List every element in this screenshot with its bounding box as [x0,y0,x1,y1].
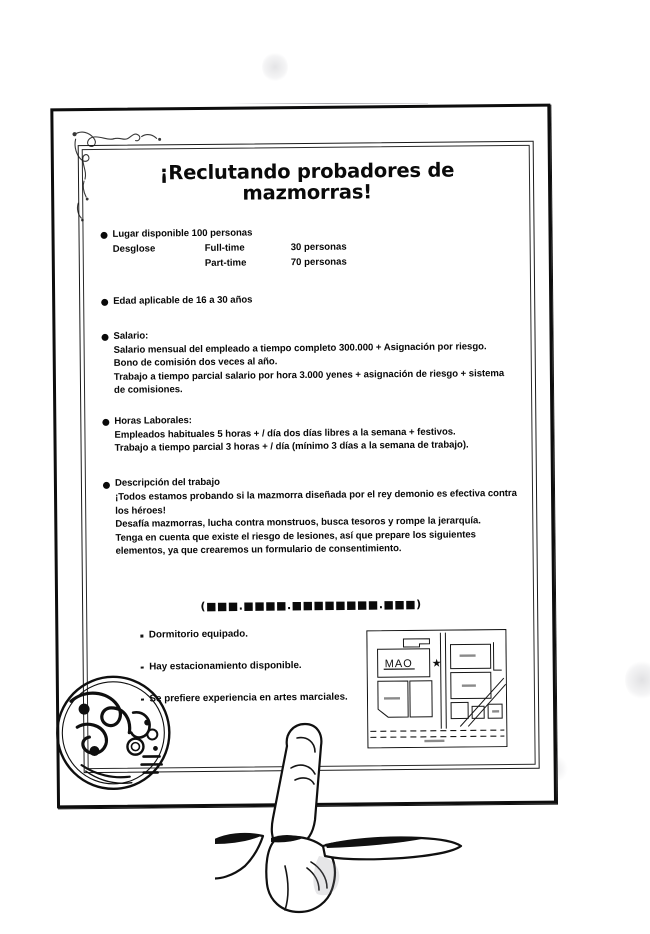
map-drawing [367,630,506,747]
section-title: Horas Laborales: [114,415,192,427]
section-line: Trabajo a tiempo parcial salario por hora 3.000 yenes + asignación de riesgo + sistema de comisiones. [113,367,505,397]
section-title: Edad aplicable de 16 a 30 años [113,294,253,307]
section-line: ¡Todos estamos probando si la mazmorra diseñada por el rey demonio es efectiva contra los héroes! [115,487,517,517]
section-hours [102,412,516,456]
section-line: Desafía mazmorras, lucha contra monstruos, busca tesoros y rompe la jerarquía. [115,515,481,531]
section-line: Empleados habituales 5 horas + / día dos días libres a la semana + festivos. [114,426,456,441]
section-title: Salario: [113,330,149,342]
section-title: Descripción del trabajo [114,476,220,489]
map-star-marker: ★ [431,657,442,670]
breakdown-type: Full-time [204,242,245,254]
screentone-blob [625,660,650,700]
bullet-icon [101,299,108,306]
perk-label: Dormitorio equipado. [148,628,248,641]
section-vacancies [100,225,514,272]
dot-bullet-icon [140,635,143,638]
section-age [101,292,515,309]
section-line: Tenga en cuenta que existe el riesgo de lesiones, así que prepare los siguientes elementos, ya que crearemos un formulario de consentimiento. [115,529,477,558]
dot-bullet-icon [141,698,144,701]
screentone-blob [262,52,288,82]
section-line: Trabajo a tiempo parcial 3 horas + / día (mínimo 3 días a la semana de trabajo). [114,439,469,455]
bullet-icon [101,232,108,239]
background-hairline [228,103,428,104]
breakdown-count: 70 personas [290,256,347,268]
page-title: ¡Reclutando probadores de mazmorras! [159,158,455,206]
vacancy-breakdown-table [113,239,515,272]
breakdown-count: 30 personas [290,241,347,253]
poster-sheet [50,104,557,809]
map-location-label: MAO [384,657,413,671]
perk-label: Hay estacionamiento disponible. [149,659,302,673]
section-salary [101,327,516,398]
breakdown-spacer [113,257,205,272]
breakdown-label: Desglose [112,243,156,255]
redacted-code-text: (■■■.■■■■.■■■■■■■■.■■■) [200,597,422,614]
section-description [103,474,518,559]
bullet-icon [102,419,109,426]
bullet-icon [101,334,108,341]
location-map-inset [366,629,507,748]
bullet-icon [103,481,110,488]
dot-bullet-icon [141,666,144,669]
poster-content [100,159,520,761]
breakdown-type: Part-time [204,257,247,269]
recruitment-poster [50,104,557,809]
section-line: Salario mensual del empleado a tiempo completo 300.000 + Asignación por riesgo. [113,340,487,356]
section-title: Lugar disponible 100 personas [112,227,253,240]
section-line: Bono de comisión dos veces al año. [113,356,278,369]
perk-label: Se prefiere experiencia en artes marciales. [149,691,348,705]
